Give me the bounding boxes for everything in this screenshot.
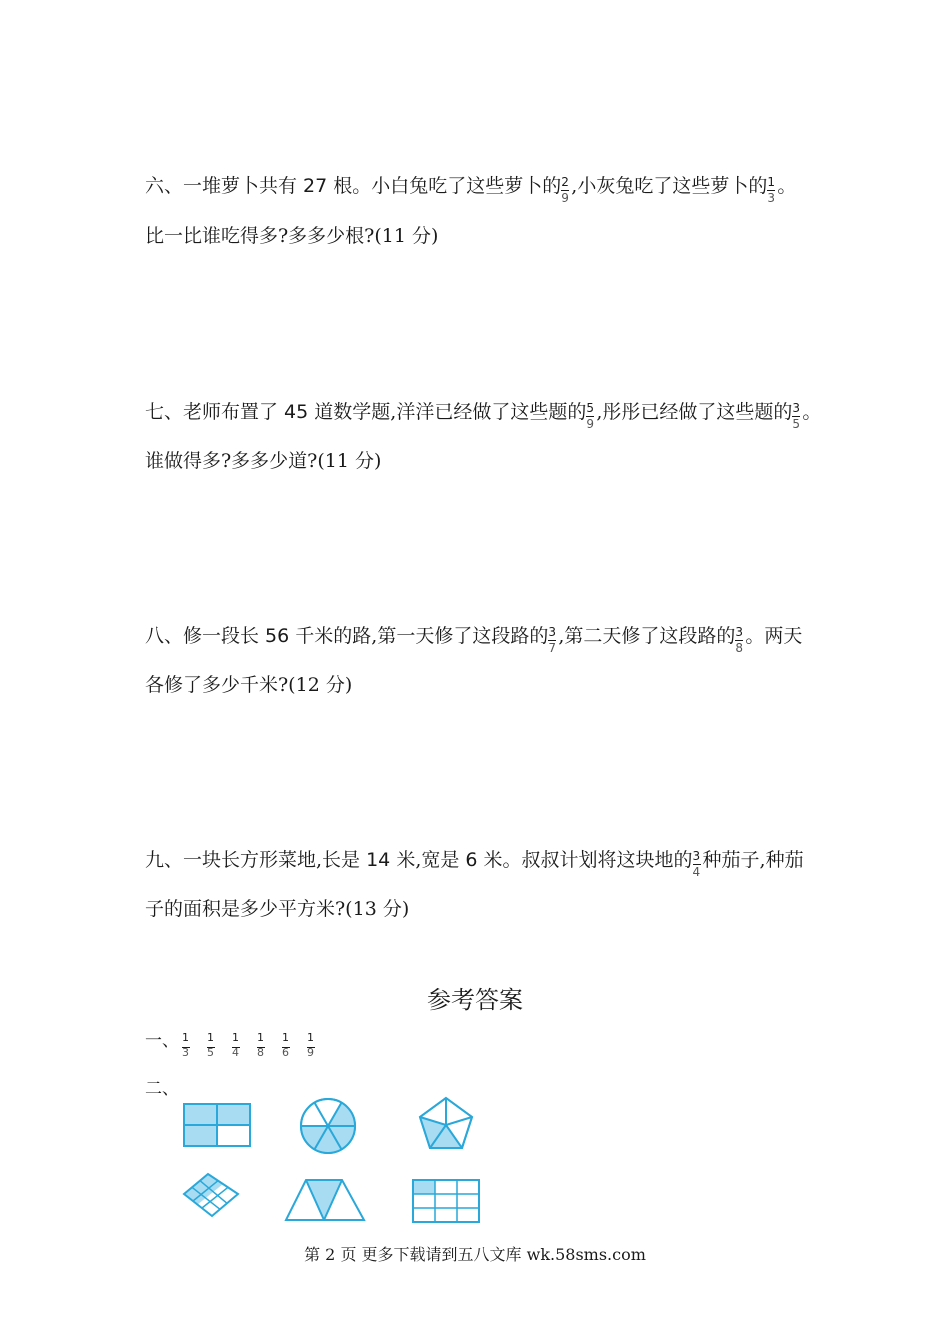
q8-number: 56	[265, 625, 290, 647]
figure-triangle-strip	[284, 1176, 366, 1224]
q9-text-d: 种茄子,种茄	[702, 849, 804, 871]
page-footer: 第 2 页 更多下载请到五八文库 wk.58sms.com	[304, 1245, 646, 1264]
answer-one-fraction-4: 1 8	[257, 1031, 264, 1059]
answer-one-fraction-1: 1 3	[182, 1031, 189, 1059]
q6-line2: 比一比谁吃得多?多多少根?(11 分)	[145, 225, 439, 247]
answer-one-fraction-6: 1 9	[307, 1031, 314, 1059]
answer-one-fraction-5: 1 6	[282, 1031, 289, 1059]
q7-fraction-2: $\frac{3}{5}$	[792, 401, 801, 431]
q6-number: 27	[303, 175, 328, 197]
q9-fraction-1: $\frac{3}{4}$	[692, 849, 701, 879]
figure-rhombus-grid	[180, 1170, 242, 1224]
q8-line1	[145, 624, 803, 655]
answer-one-fraction-2: 1 5	[207, 1031, 214, 1059]
answer-one-label: 一、	[145, 1031, 179, 1051]
q9-number-1: 14	[366, 849, 391, 871]
q8-text-c: ,第二天修了这段路的	[558, 625, 736, 647]
q7-text-d: 。	[802, 401, 822, 423]
q6-text-b: 根。小白兔吃了这些萝卜的	[327, 175, 562, 197]
figure-rectangle-quarters	[182, 1102, 254, 1150]
q8-line2: 各修了多少千米?(12 分)	[145, 674, 353, 696]
figure-circle-sixths	[298, 1097, 360, 1157]
q9-text-b: 米,宽是	[390, 849, 466, 871]
q9-text-a: 九、一块长方形菜地,长是	[145, 849, 367, 871]
q6-fraction-1: $\frac{2}{9}$	[561, 175, 569, 205]
figure-rectangle-grid	[410, 1177, 482, 1225]
q6-fraction-2: $\frac{1}{3}$	[767, 175, 775, 205]
q8-text-d: 。两天	[745, 625, 803, 647]
q6-text-c: ,小灰兔吃了这些萝卜的	[571, 175, 768, 197]
q7-line2: 谁做得多?多多少道?(11 分)	[145, 450, 382, 472]
answer-two-label: 二、	[145, 1079, 179, 1099]
answers-title: 参考答案	[427, 986, 523, 1014]
q7-line1	[145, 400, 822, 431]
q8-fraction-1: $\frac{3}{7}$	[548, 625, 556, 655]
q9-text-c: 米。叔叔计划将这块地的	[477, 849, 693, 871]
q9-line2: 子的面积是多少平方米?(13 分)	[145, 898, 410, 920]
q8-text-a: 八、修一段长	[145, 625, 266, 647]
q7-text-b: 道数学题,洋洋已经做了这些题的	[308, 401, 587, 423]
q7-text-c: ,彤彤已经做了这些题的	[596, 401, 793, 423]
q8-fraction-2: $\frac{3}{8}$	[735, 625, 744, 655]
q7-fraction-1: $\frac{5}{9}$	[586, 401, 594, 431]
q6-text-a: 六、一堆萝卜共有	[145, 175, 304, 197]
q7-number: 45	[284, 401, 309, 423]
q6-text-d: 。	[777, 175, 797, 197]
q9-line1	[145, 848, 804, 879]
figure-pentagon-fifths	[414, 1094, 478, 1154]
answer-one-fraction-3: 1 4	[232, 1031, 239, 1059]
q8-text-b: 千米的路,第一天修了这段路的	[289, 625, 549, 647]
q9-number-2: 6	[465, 849, 478, 871]
q6-line1	[145, 174, 797, 205]
q7-text-a: 七、老师布置了	[145, 401, 285, 423]
